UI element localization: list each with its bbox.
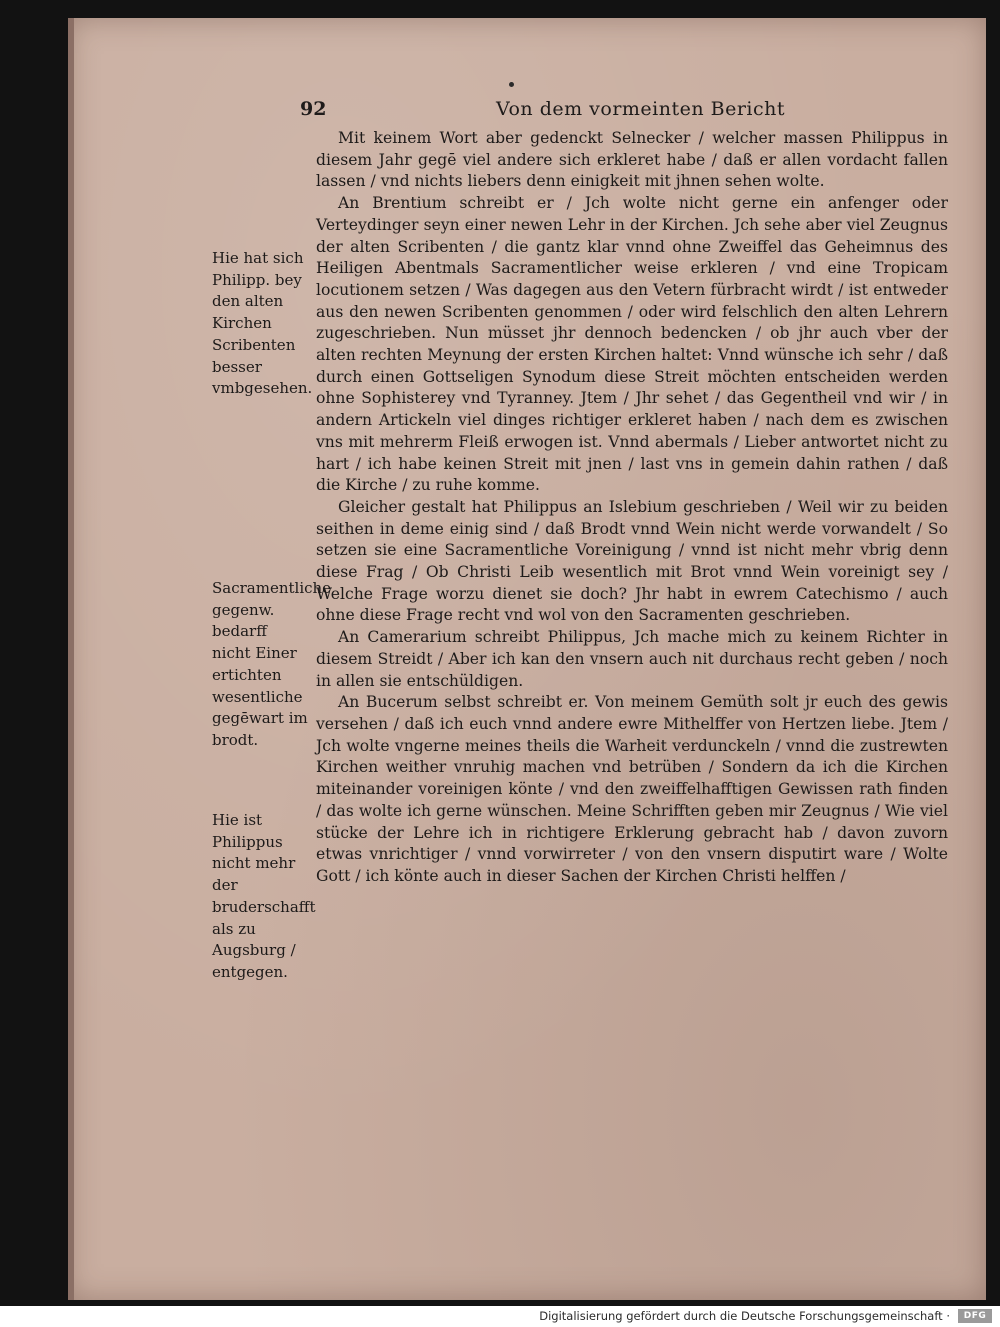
dfg-logo: DFG <box>958 1309 992 1323</box>
paragraph: An Brentium schreibt er / Jch wolte nicht gerne ein anfenger oder Verteydinger seyn einer newen Lehr in der Kirchen. Jch sehe aber viel Zeugnus der alten Scribenten / die gantz klar vnnd ohne Zweiffel das Geheimnus des Heiligen Abentmals Sacramentlicher weise erkleren / vnd eine Tropicam locutionem setzen / Was dagegen aus den Vetern fürbracht wirdt / ist entweder aus den newen Scribenten genommen / oder wird felschlich den alten Lehrern zugeschrieben. Nun müsset jhr dennoch bedencken / ob jhr auch vber der alten rechten Meynung der ersten Kirchen haltet: Vnnd wünsche ich sehr / daß durch einen Gottseligen Synodum diese Streit möchten entscheiden werden ohne Sophisterey vnd Tyranney. Jtem / Jhr sehet / das Gegentheil vnd wir / in andern Artickeln viel dinges richtiger erkleret haben / nach dem es zwischen vns mit mehrerm Fleiß erwogen ist. Vnnd abermals / Lieber antwortet nicht zu hart / ich habe keinen Streit mit jnen / last vns in gemein dahin rathen / daß die Kirche / zu ruhe komme. <box>316 194 948 495</box>
margin-note: Sacramentliche gegenw. bedarff nicht Einer ertichten wesentliche gegēwart im brodt. <box>212 579 332 749</box>
running-head-title: Von dem vormeinten Bericht <box>496 98 786 120</box>
page-number: 92 <box>300 98 327 120</box>
page-edge <box>68 18 74 1300</box>
paragraph: Gleicher gestalt hat Philippus an Islebium geschrieben / Weil wir zu beiden seithen in deme einig sind / daß Brodt vnnd Wein nicht werde vorwandelt / So setzen sie eine Sacramentliche Voreinigung / vnnd ist nicht mehr vbrig denn diese Frag / Ob Christi Leib wesentlich mit Brot vnnd Wein voreinigt sey / Welche Frage worzu dienet sie doch? Jhr habt in ewrem Catechismo / auch ohne diese Frage recht vnd wol von den Sacramenten geschrieben. <box>316 497 948 625</box>
running-head <box>300 98 820 128</box>
footer-bar <box>0 1306 1000 1327</box>
ink-dot <box>509 82 514 87</box>
margin-note: Hie hat sich Philipp. bey den alten Kirchen Scribenten besser vmbgesehen. <box>212 249 313 398</box>
margin-note: Hie ist Philippus nicht mehr der bruderschafft als zu Augsburg / entgegen. <box>212 811 316 981</box>
funding-credit: Digitalisierung gefördert durch die Deutsche Forschungsgemeinschaft · <box>539 1309 950 1323</box>
paragraph: An Camerarium schreibt Philippus, Jch mache mich zu keinem Richter in diesem Streidt / Aber ich kan den vnsern auch nit durchaus recht geben / noch in allen sie entschüldigen. <box>316 628 948 690</box>
paragraph: Mit keinem Wort aber gedenckt Selnecker / welcher massen Philippus in diesem Jahr gegē viel andere sich erkleret habe / daß er allen vordacht fallen lassen / vnd nichts liebers denn einigkeit mit jhnen sehen wolte. <box>316 129 948 191</box>
main-text <box>316 128 948 888</box>
paragraph: An Bucerum selbst schreibt er. Von meinem Gemüth solt jr euch des gewis versehen / daß ich euch vnnd andere ewre Mithelffer von Hertzen liebe. Jtem / Jch wolte vngerne meines theils die Warheit verdunckeln / vnnd die zustrewten Kirchen weither vnruhig machen vnd betrüben / Sondern da ich die Kirchen miteinander voreinigen könte / vnd den zweiffelhafftigen Gewissen rath finden / das wolte ich gerne wünschen. Meine Schrifften geben mir Zeugnus / Wie viel stücke der Lehre ich in richtigere Erklerung gebracht hab / davon zuvorn etwas vnrichtiger / vnnd vorwirreter / von den vnsern disputirt ware / Wolte Gott / ich könte auch in dieser Sachen der Kirchen Christi helffen / <box>316 693 948 885</box>
